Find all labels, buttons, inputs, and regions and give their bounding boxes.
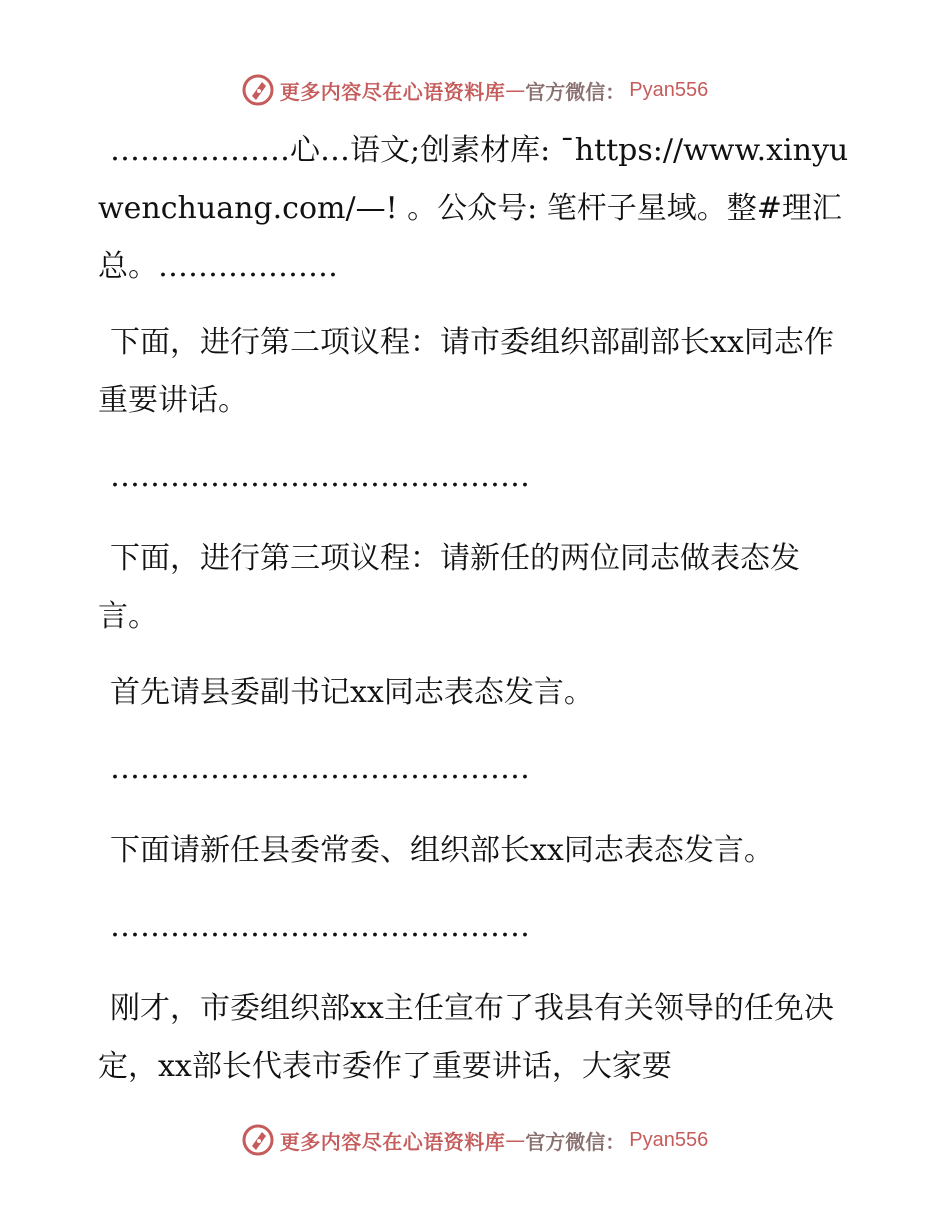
header-watermark [0,70,950,110]
watermark-separator: — [505,78,526,102]
paragraph-ellipsis: …………………………………… [110,751,530,786]
paragraph-closing-remarks: 刚才，市委组织部xx主任宣布了我县有关领导的任免决定，xx部长代表市委作了重要讲话，大家要 [98,991,834,1084]
pen-nib-logo-icon [242,74,274,106]
paragraph-ellipsis: …………………………………… [110,459,530,494]
watermark-official-text: 官方微信： [525,1129,626,1154]
watermark-wechat-id: Pyan556 [629,1128,709,1151]
paragraph-deputy-secretary: 首先请县委副书记xx同志表态发言。 [110,675,594,710]
pen-nib-logo-icon [242,1124,274,1156]
paragraph-agenda-three: 下面，进行第三项议程：请新任的两位同志做表态发言。 [98,541,800,634]
footer-watermark [0,1120,950,1160]
watermark-wechat-id: Pyan556 [629,78,709,101]
paragraph-organization-minister: 下面请新任县委常委、组织部长xx同志表态发言。 [110,833,774,868]
watermark-brand-text: 更多内容尽在心语资料库 [279,79,506,104]
watermark-separator: — [505,1128,526,1152]
watermark-official-text: 官方微信： [525,79,626,104]
document-body [98,122,854,1114]
watermark-brand-text: 更多内容尽在心语资料库 [279,1129,506,1154]
paragraph-source-note: ………………心…语文;创素材库: ¯https://www.xinyuwenchuang.com/—! 。公众号: 笔杆子星域。整#理汇总。……………… [98,133,849,284]
paragraph-agenda-two: 下面，进行第二项议程：请市委组织部副部长xx同志作重要讲话。 [98,325,834,418]
paragraph-ellipsis: …………………………………… [110,909,530,944]
